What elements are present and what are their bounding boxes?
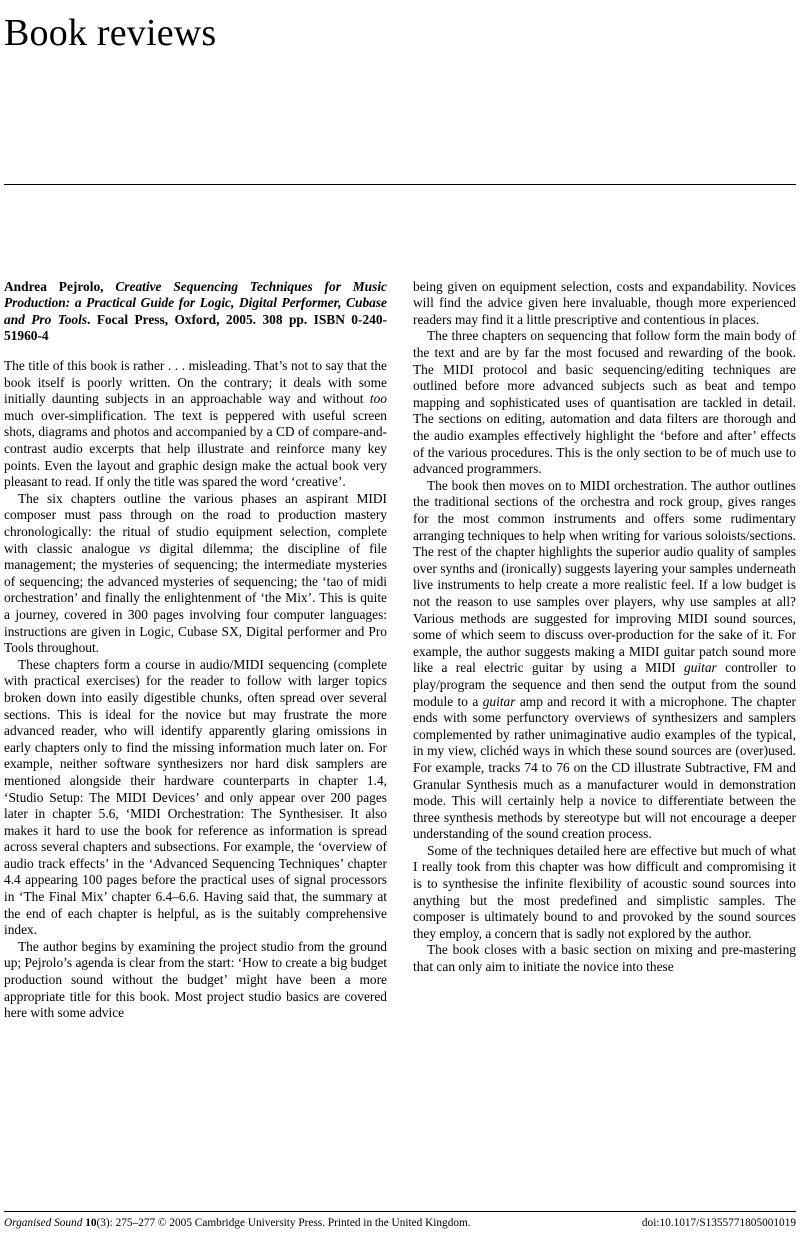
text-segment: Some of the techniques detailed here are effective but much of what I really took from this chapter was how difficult and compromising it is to synthesise the infinite flexibility of acoustic sound sources into anything but the most predefined and simplistic samples. The composer is ultimately bound to and provoked by the sound sources they employ, a concern that is sadly not explored by the author. [413, 842, 796, 941]
text-segment: Creative Sequencing Techniques for Music Production: a Practical Guide for Logic, Digital Performer, Cubase and Pro Tools [4, 278, 387, 327]
title-divider [4, 184, 796, 185]
text-segment: much over-simplification. The text is peppered with useful screen shots, diagrams and photos and accompanied by a CD of compare-and-contrast audio excerpts that help illustrate and reinforce many key points. Even the layout and graphic design make the actual book very pleasant to read. If only the title was spared the word ‘creative’. [4, 407, 387, 490]
text-segment: guitar [684, 660, 717, 676]
page-title: Book reviews [4, 12, 217, 54]
paragraph [413, 843, 796, 943]
text-segment: (3): 275–277 © 2005 Cambridge University Press. Printed in the United Kingdom. [96, 1217, 471, 1229]
paragraph [413, 328, 796, 477]
text-segment: The six chapters outline the various phases an aspirant MIDI composer must pass through on the road to production mastery chronologically: the ritual of studio equipment selection, complete with classic analogue [4, 490, 387, 556]
paragraph [4, 491, 387, 657]
text-segment: The three chapters on sequencing that follow form the main body of the text and are by far the most focused and rewarding of the book. The MIDI protocol and basic sequencing/editing techniques are outlined before more advanced subjects such as beat and tempo mapping and sophisticated uses of quantisation are tackled in detail. The sections on editing, automation and data filters are thorough and the audio examples effectively highlight the ‘before and after’ effects of the various procedures. This is the only section to be of much use to advanced programmers. [413, 328, 796, 477]
text-segment: Organised Sound [4, 1217, 83, 1229]
paragraph [413, 279, 796, 329]
paragraph [4, 358, 387, 491]
text-segment: The author begins by examining the project studio from the ground up; Pejrolo’s agenda is clear from the start: ‘How to create a big budget production sound without the budget’ might have been a more appropriate title for this book. Most project studio basics are covered here with some advice [4, 938, 387, 1021]
text-segment: controller to play/program the sequence and then send the output from the sound module to a [413, 660, 796, 709]
text-segment: 10 [85, 1217, 97, 1229]
text-segment: guitar [482, 693, 516, 709]
paragraph [4, 657, 387, 939]
text-segment: being given on equipment selection, costs and expandability. Novices will find the advice given here invaluable, though more experienced readers may find it a little prescriptive and contentious in places. [413, 278, 796, 327]
paragraph [413, 942, 796, 975]
right-column [413, 279, 796, 1022]
masthead [4, 0, 796, 56]
page-footer [4, 1211, 796, 1230]
text-segment: amp and record it with a microphone. The chapter ends with some perfunctory overviews of synthesizers and samplers complemented by rather unimaginative audio examples of the typical, in my view, clichéd ways in which these sound sources are (over)used. For example, tracks 74 to 76 on the CD illustrate Subtractive, FM and Granular Synthesis much as a manufacturer would in demonstration mode. This will certainly help a novice to differentiate between the three synthesis methods by stereotype but will not encourage a deeper understanding of the sound creation process. [413, 693, 797, 842]
left-column [4, 279, 387, 1022]
text-segment: vs [139, 540, 151, 556]
text-segment: digital dilemma; the discipline of file management; the mysteries of sequencing; the intermediate mysteries of sequencing; the advanced mysteries of sequencing; the ‘tao of midi orchestration’ and finally the enlightenment of ‘the Mix’. This is quite a journey, covered in 300 pages involving four computer languages: instructions are given in Logic, Cubase SX, Digital performer and Pro Tools throughout. [4, 540, 387, 656]
text-segment: The title of this book is rather . . . misleading. That’s not to say that the book itself is poorly written. On the contrary; it deals with some initially daunting subjects in an approachable way and without [4, 358, 387, 407]
text-segment: too [369, 391, 387, 407]
footer-citation [4, 1216, 471, 1230]
text-segment: The book then moves on to MIDI orchestration. The author outlines the traditional sections of the orchestra and rock group, gives ranges for the most common instruments and offers some rudimentary arranging techniques to help when writing for various soloists/sections. The rest of the chapter highlights the superior audio quality of samples over synths and (ironically) suggests layering your samples underneath live instruments to help create a more realistic feel. If a low budget is not the reason to use samples over players, why use samples at all? Various methods are suggested for improving MIDI sound sources, some of which seem to discuss over-production for the sake of it. For example, the author suggests making a MIDI guitar patch sound more like a real electric guitar by using a MIDI [413, 477, 796, 676]
review-body [4, 279, 796, 1022]
footer-doi: doi:10.1017/S1355771805001019 [641, 1217, 796, 1229]
text-segment: The book closes with a basic section on mixing and pre-mastering that can only aim to initiate the novice into these [413, 942, 796, 975]
paragraph [4, 939, 387, 1022]
review-heading [4, 279, 387, 345]
paragraph [413, 478, 796, 843]
text-segment: . Focal Press, Oxford, 2005. 308 pp. ISBN 0-240-51960-4 [4, 311, 387, 344]
text-segment: Andrea Pejrolo, [4, 278, 116, 294]
text-segment: These chapters form a course in audio/MIDI sequencing (complete with practical exercises) for the reader to follow with larger topics broken down into easily digestible chunks, often spread over several sections. This is ideal for the novice but may frustrate the more advanced reader, who will identify apparently glaring omissions in early chapters only to find the missing information much later on. For example, neither software synthesizers nor hard disk samplers are mentioned alongside their hardware counterparts in chapter 1.4, ‘Studio Setup: The MIDI Devices’ and only appear over 200 pages later in chapter 5.6, ‘MIDI Orchestration: The Synthesiser. It also makes it hard to use the book for reference as information is spread across several chapters and subsections. For example, the ‘overview of audio track effects’ in the ‘Advanced Sequencing Techniques’ chapter 4.4 appearing 100 pages before the practical uses of signal processors in ‘The Final Mix’ chapter 6.4–6.6. Having said that, the summary at the end of each chapter is helpful, as is the suitably comprehensive index. [4, 656, 387, 938]
